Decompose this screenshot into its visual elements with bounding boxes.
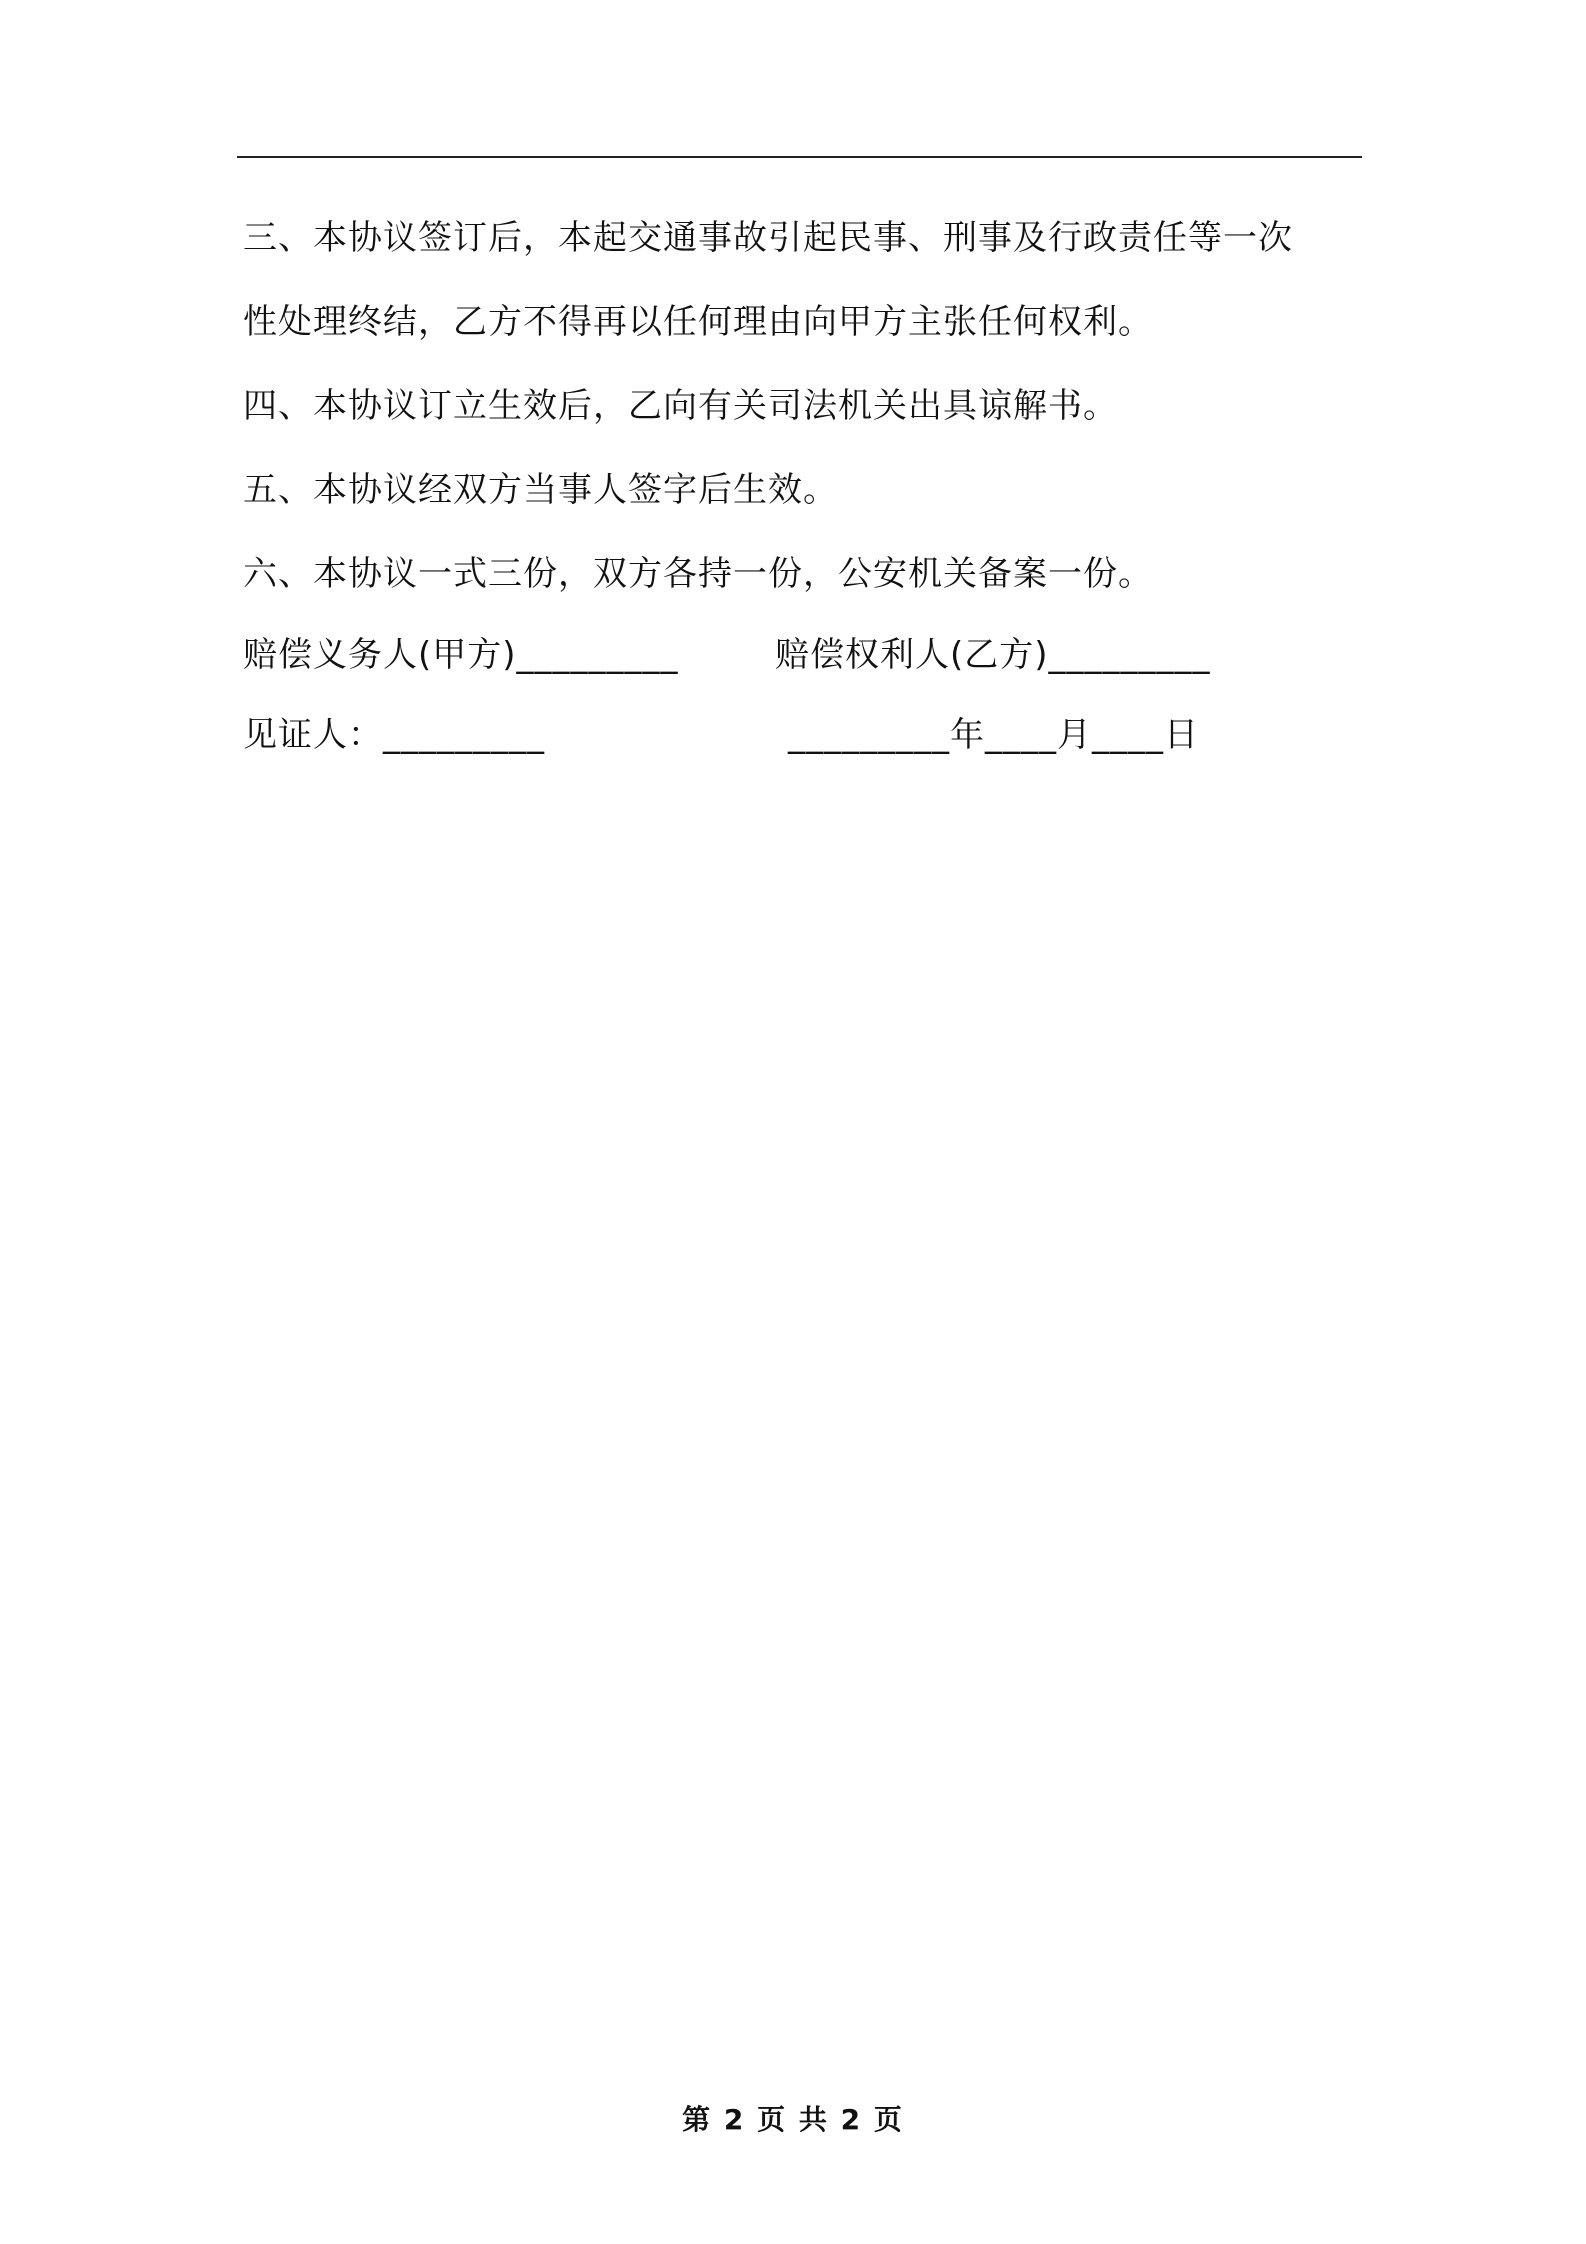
clause-5: 五、本协议经双方当事人签字后生效。 [243,470,838,510]
signature-row-witness-date [243,710,1363,760]
obligor-signature-line: 赔偿义务人(甲方)_________ [243,635,679,675]
signature-row-parties [243,630,1363,680]
clause-4: 四、本协议订立生效后，乙向有关司法机关出具谅解书。 [243,386,1118,426]
document-body [243,196,1363,616]
witness-signature-line: 见证人：_________ [243,715,545,755]
clause-6: 六、本协议一式三份，双方各持一份，公安机关备案一份。 [243,554,1153,594]
date-line: _________年____月____日 [788,715,1199,755]
page-number-footer: 第 2 页 共 2 页 [682,2103,904,2136]
clause-3-line-2: 性处理终结，乙方不得再以任何理由向甲方主张任何权利。 [243,302,1153,342]
header-divider [237,156,1362,158]
obligee-signature-line: 赔偿权利人(乙方)_________ [775,635,1211,675]
clause-3-line-1: 三、本协议签订后，本起交通事故引起民事、刑事及行政责任等一次 [243,218,1293,258]
